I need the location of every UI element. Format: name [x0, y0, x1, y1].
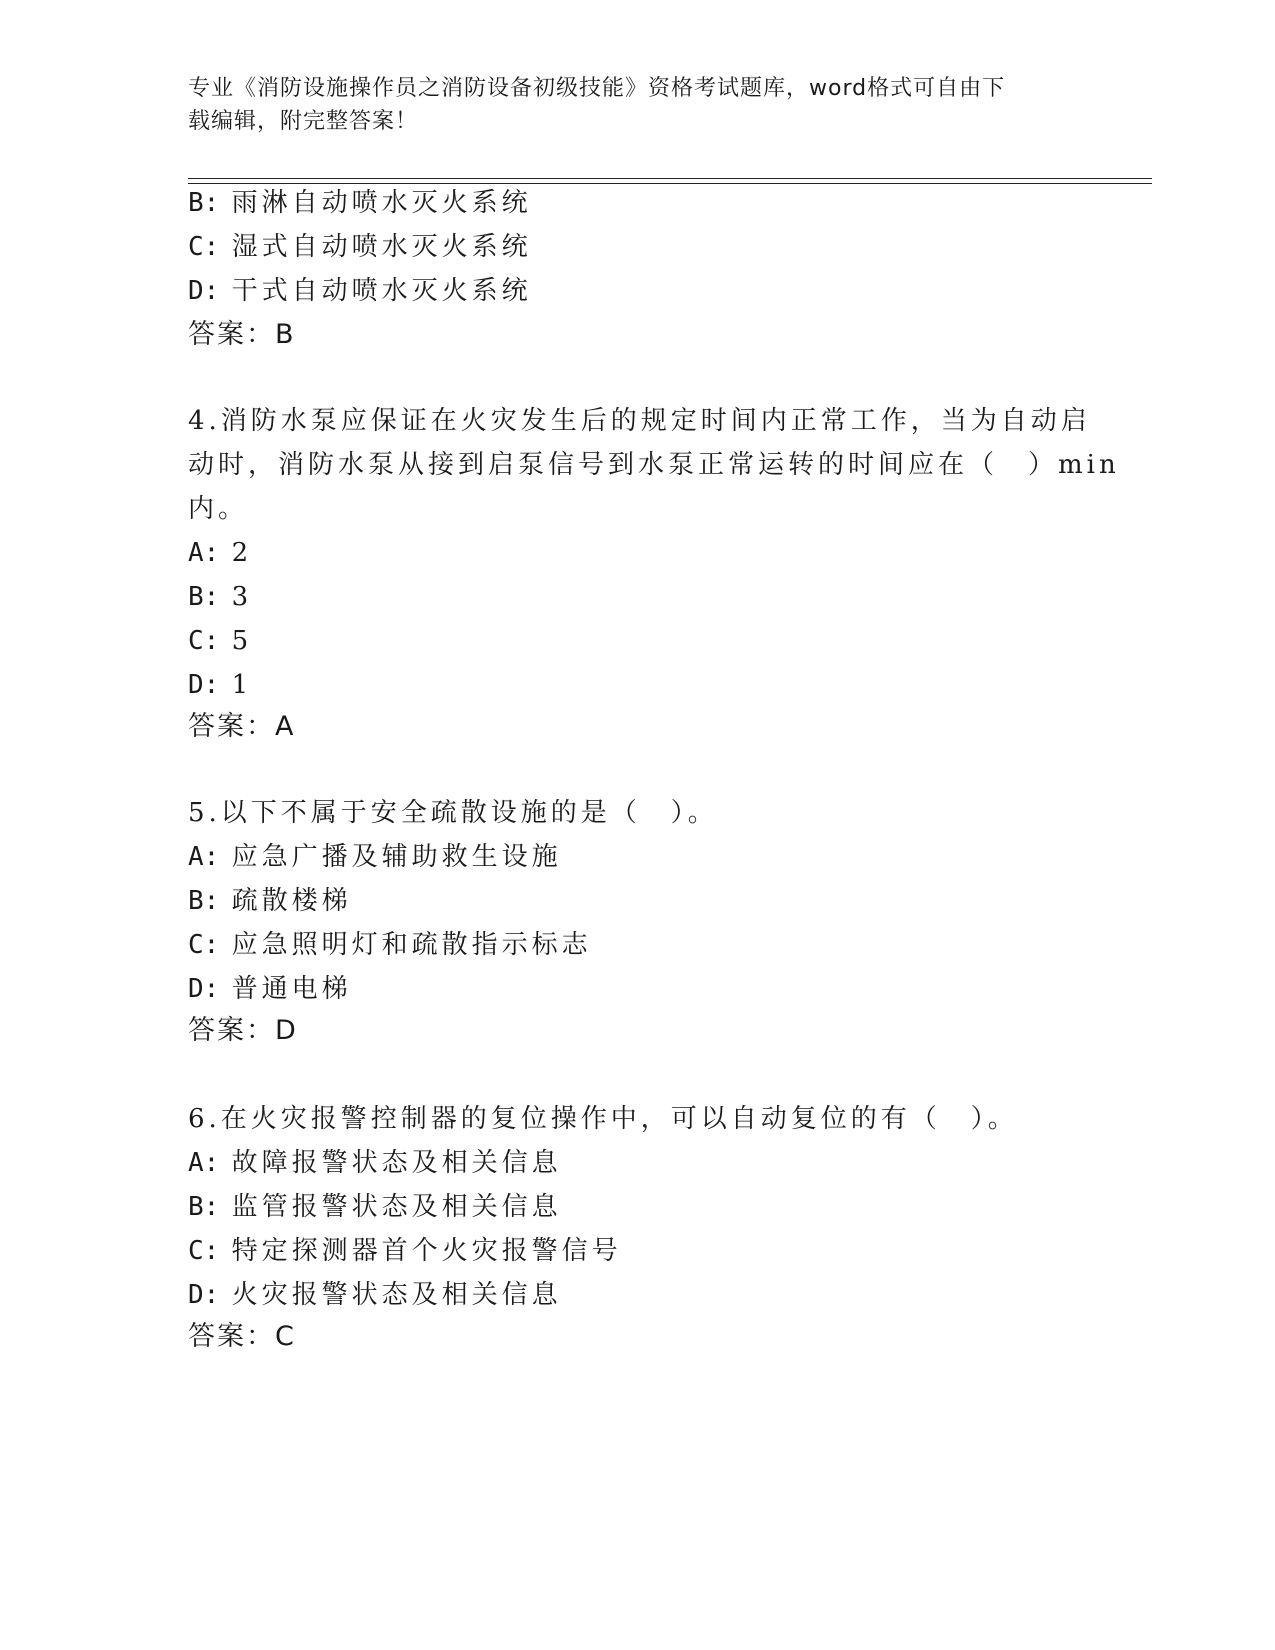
q4-stem-line-3: 内。	[188, 494, 249, 524]
option-label: B:	[188, 188, 220, 218]
document-header	[188, 72, 1068, 138]
option-text: 5	[231, 626, 253, 656]
q3-option-b	[188, 188, 532, 218]
option-text: 1	[231, 670, 253, 700]
q4-option-c	[188, 626, 252, 656]
option-text: 火灾报警状态及相关信息	[231, 1280, 562, 1310]
option-label: D:	[188, 670, 220, 700]
header-divider-top	[188, 178, 1152, 179]
q6-option-c	[188, 1236, 622, 1266]
q4-stem-line-1: 4.消防水泵应保证在火灾发生后的规定时间内正常工作，当为自动启	[188, 406, 1091, 436]
q6-option-a	[188, 1148, 562, 1178]
option-text: 湿式自动喷水灭火系统	[231, 232, 532, 262]
option-label: A:	[188, 842, 220, 872]
option-label: C:	[188, 930, 220, 960]
q6-option-b	[188, 1192, 562, 1222]
q5-option-c	[188, 930, 592, 960]
q4-option-d	[188, 670, 252, 700]
q5-stem: 5.以下不属于安全疏散设施的是（ ）。	[188, 798, 718, 828]
header-line-2: 载编辑，附完整答案！	[188, 109, 419, 134]
q4-stem-line-2: 动时，消防水泵从接到启泵信号到水泵正常运转的时间应在（ ）min	[188, 450, 1120, 480]
q3-option-c	[188, 232, 532, 262]
option-text: 应急照明灯和疏散指示标志	[231, 930, 592, 960]
option-label: D:	[188, 276, 220, 306]
q5-option-d	[188, 974, 352, 1004]
q5-answer: 答案：D	[188, 1015, 298, 1046]
option-text: 普通电梯	[231, 974, 352, 1004]
option-text: 应急广播及辅助救生设施	[231, 842, 562, 872]
option-label: B:	[188, 582, 220, 612]
option-label: C:	[188, 626, 220, 656]
q3-answer: 答案：B	[188, 319, 296, 350]
option-text: 雨淋自动喷水灭火系统	[231, 188, 532, 218]
option-label: C:	[188, 232, 220, 262]
q6-option-d	[188, 1280, 562, 1310]
option-label: B:	[188, 1192, 220, 1222]
q4-option-b	[188, 582, 252, 612]
option-text: 3	[231, 582, 253, 612]
option-text: 故障报警状态及相关信息	[231, 1148, 562, 1178]
option-label: A:	[188, 1148, 220, 1178]
q6-stem: 6.在火灾报警控制器的复位操作中，可以自动复位的有（ ）。	[188, 1104, 1018, 1134]
q4-answer: 答案：A	[188, 711, 296, 742]
option-text: 疏散楼梯	[231, 886, 352, 916]
q6-answer: 答案：C	[188, 1321, 296, 1352]
option-label: C:	[188, 1236, 220, 1266]
q3-option-d	[188, 276, 532, 306]
option-label: D:	[188, 1280, 220, 1310]
option-label: D:	[188, 974, 220, 1004]
header-divider-bottom	[188, 183, 1152, 184]
option-label: B:	[188, 886, 220, 916]
option-label: A:	[188, 538, 220, 568]
option-text: 监管报警状态及相关信息	[231, 1192, 562, 1222]
q4-option-a	[188, 538, 252, 568]
q5-option-a	[188, 842, 562, 872]
option-text: 2	[231, 538, 253, 568]
option-text: 特定探测器首个火灾报警信号	[231, 1236, 622, 1266]
option-text: 干式自动喷水灭火系统	[231, 276, 532, 306]
q5-option-b	[188, 886, 352, 916]
header-line-1: 专业《消防设施操作员之消防设备初级技能》资格考试题库，word格式可自由下	[188, 76, 1006, 101]
